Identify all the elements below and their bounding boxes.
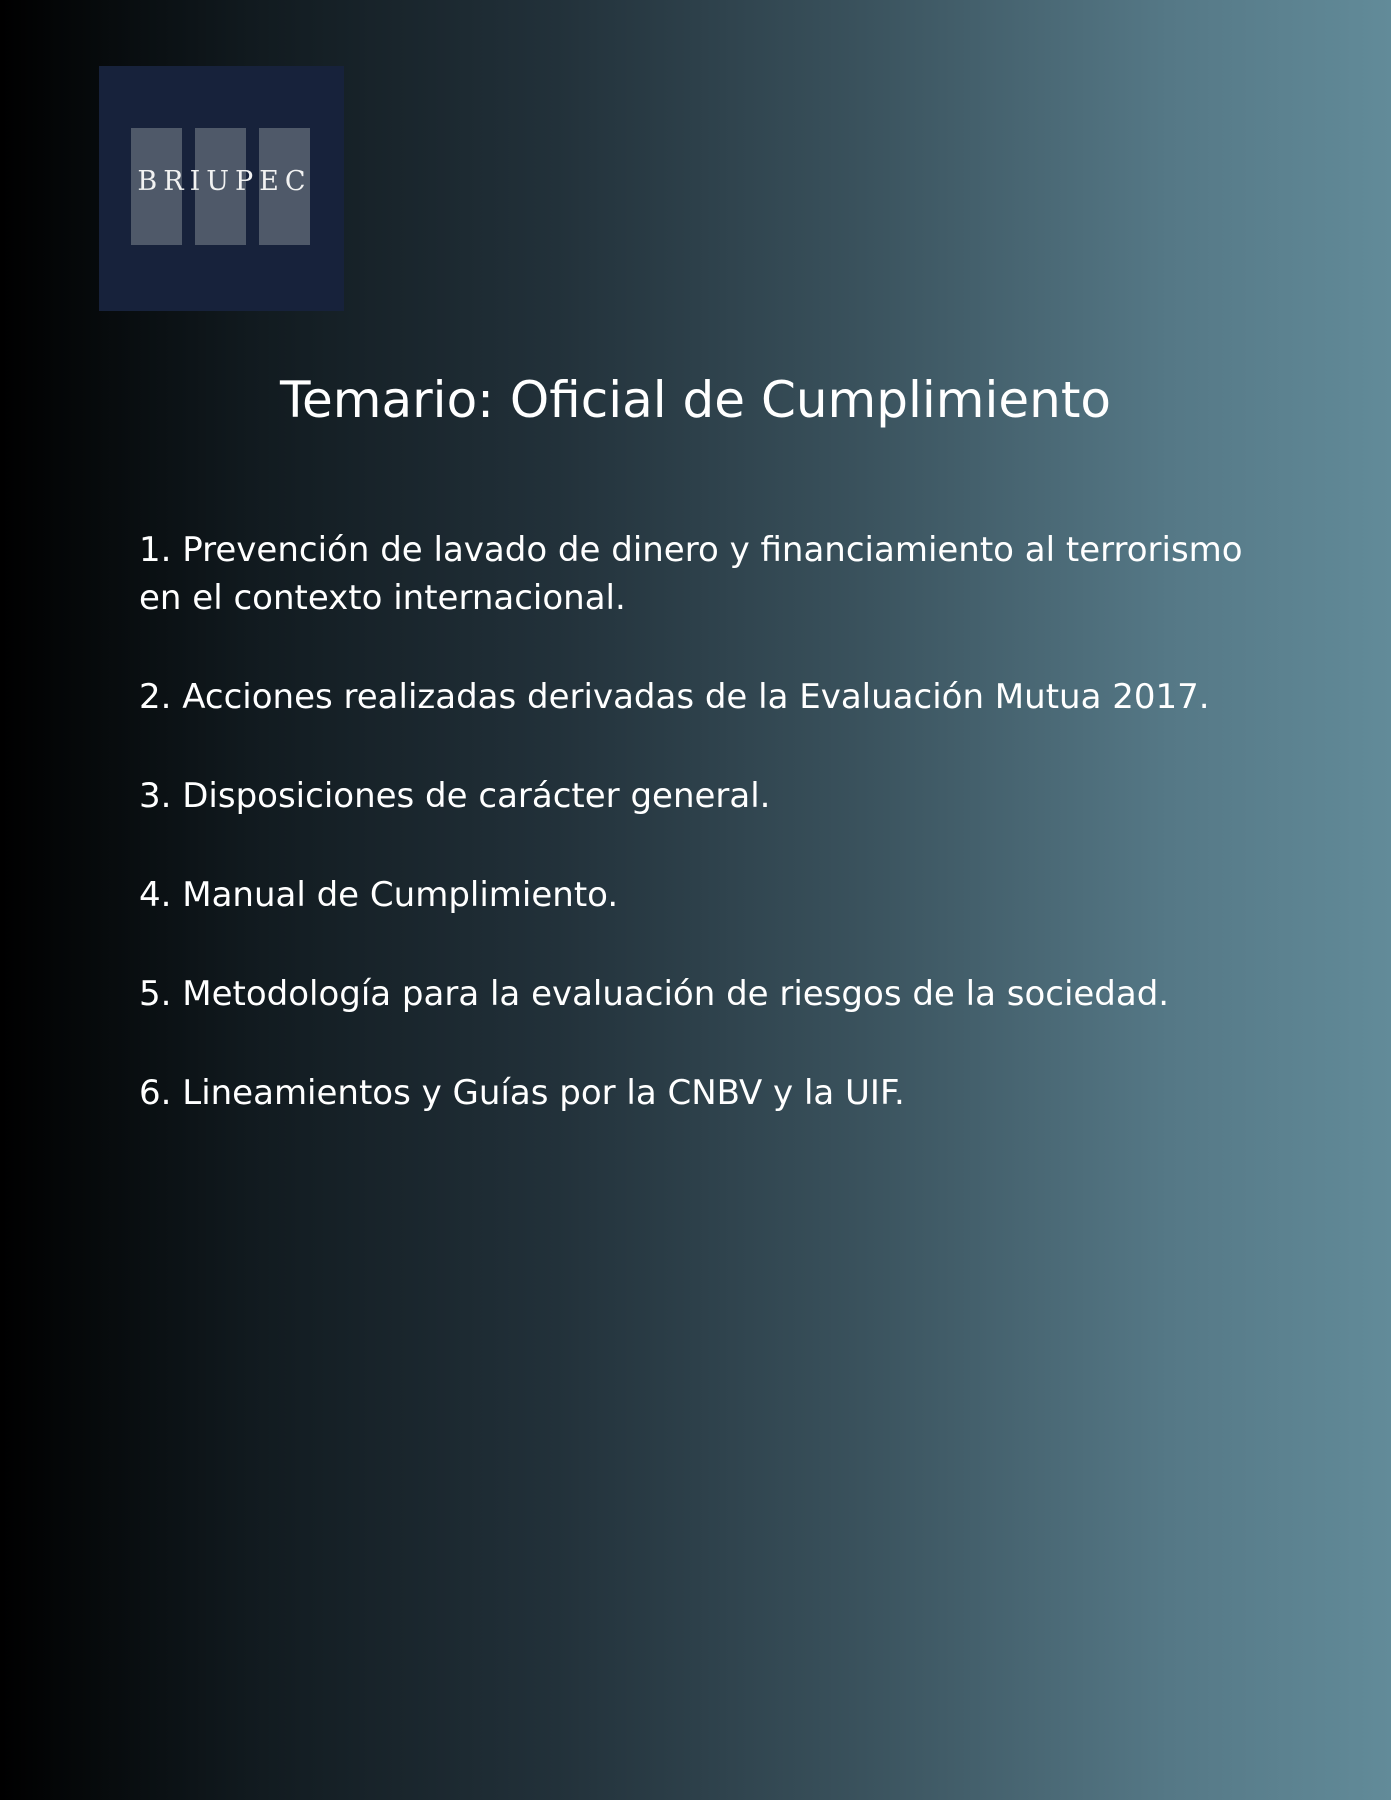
topic-item-2	[139, 673, 1269, 721]
topic-text: 3. Disposiciones de carácter general.	[139, 776, 771, 816]
topic-text: 1. Prevención de lavado de dinero y financiamiento al terrorismo en el contexto internacional.	[139, 530, 1243, 618]
topic-text: 6. Lineamientos y Guías por la CNBV y la UIF.	[139, 1073, 905, 1113]
topic-item-6	[139, 1069, 1269, 1117]
topic-item-4	[139, 871, 1269, 919]
topic-item-3	[139, 772, 1269, 820]
page-title: Temario: Oficial de Cumplimiento	[279, 371, 1112, 429]
topic-item-5	[139, 970, 1269, 1018]
topic-item-1	[139, 526, 1269, 622]
topic-text: 2. Acciones realizadas derivadas de la Evaluación Mutua 2017.	[139, 677, 1210, 717]
topic-text: 5. Metodología para la evaluación de riesgos de la sociedad.	[139, 974, 1170, 1014]
topic-text: 4. Manual de Cumplimiento.	[139, 875, 619, 915]
briupec-logo	[99, 66, 344, 311]
topic-list	[139, 526, 1269, 1168]
logo-wordmark: BRIUPEC	[137, 166, 312, 197]
